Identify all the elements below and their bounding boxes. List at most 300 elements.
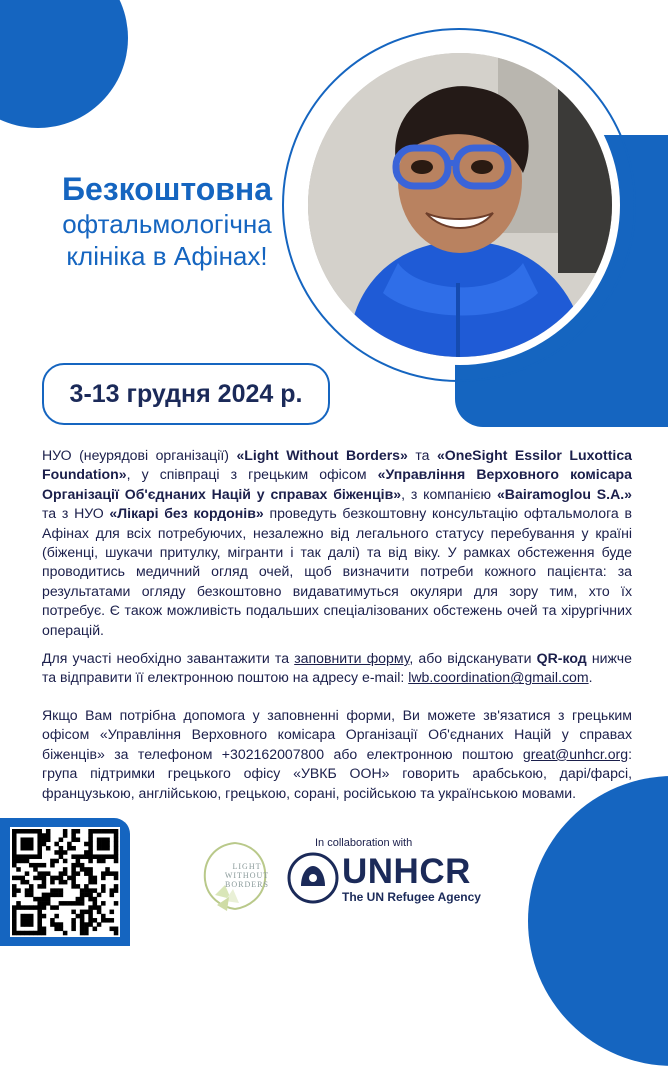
qr-module (88, 871, 93, 876)
qr-module (50, 876, 55, 881)
qr-module (29, 884, 34, 889)
qr-module (12, 888, 17, 893)
qr-module (12, 914, 17, 919)
qr-module (101, 837, 106, 842)
qr-module (54, 850, 59, 855)
qr-module (93, 829, 98, 834)
qr-module (54, 922, 59, 927)
qr-module (37, 901, 42, 906)
qr-module (84, 931, 89, 936)
qr-module (37, 837, 42, 842)
qr-module (25, 931, 30, 936)
qr-module (37, 833, 42, 838)
qr-module (46, 897, 51, 902)
fill-form-link[interactable]: заповнити форму (294, 650, 410, 666)
qr-module (63, 850, 68, 855)
qr-module (80, 888, 85, 893)
qr-module (110, 910, 115, 915)
qr-module (114, 837, 119, 842)
qr-module (88, 914, 93, 919)
qr-module (88, 859, 93, 864)
qr-module (76, 871, 81, 876)
qr-module (71, 871, 76, 876)
qr-code-label: QR-код (536, 650, 587, 666)
qr-module (101, 829, 106, 834)
qr-module (101, 871, 106, 876)
qr-module (84, 871, 89, 876)
qr-module (93, 880, 98, 885)
qr-module (105, 842, 110, 847)
qr-module (84, 910, 89, 915)
qr-module (50, 888, 55, 893)
qr-module (76, 897, 81, 902)
p1-text-3: , у співпраці з грецьким офісом (126, 466, 378, 483)
qr-module (84, 927, 89, 932)
qr-module (76, 829, 81, 834)
qr-module (80, 897, 85, 902)
p1-text-2: та (407, 447, 437, 463)
qr-module (37, 876, 42, 881)
qr-module (105, 871, 110, 876)
qr-module (63, 833, 68, 838)
qr-module (93, 854, 98, 859)
qr-module (16, 854, 21, 859)
qr-module (59, 846, 64, 851)
qr-module (101, 876, 106, 881)
qr-module (37, 910, 42, 915)
description-paragraph (42, 446, 632, 640)
qr-module (76, 837, 81, 842)
qr-module (33, 867, 38, 872)
qr-module (114, 901, 119, 906)
qr-module (88, 842, 93, 847)
qr-module (16, 867, 21, 872)
qr-module (42, 871, 47, 876)
title-line-2: офтальмологічна (62, 209, 272, 239)
qr-module (67, 876, 72, 881)
qr-module (54, 905, 59, 910)
qr-module (20, 854, 25, 859)
qr-module (42, 880, 47, 885)
qr-module (12, 842, 17, 847)
qr-module (93, 888, 98, 893)
qr-module (93, 918, 98, 923)
qr-module (59, 922, 64, 927)
p3-text-2: : група підтримки грецького офісу «УВКБ ООН» говорить арабською, дарі/фарсі, французькою, англійською, грецькою, сорані, російською та українською мовами. (42, 745, 632, 801)
qr-module (88, 893, 93, 898)
qr-module (50, 918, 55, 923)
qr-module (80, 927, 85, 932)
qr-module (37, 927, 42, 932)
qr-module (97, 922, 102, 927)
qr-module (80, 863, 85, 868)
qr-module (71, 854, 76, 859)
qr-module (59, 850, 64, 855)
qr-module (101, 846, 106, 851)
child-with-glasses-illustration (308, 53, 612, 357)
qr-module (37, 931, 42, 936)
qr-module (50, 859, 55, 864)
qr-module (110, 854, 115, 859)
qr-module (76, 914, 81, 919)
org-onesight: «OneSight Essilor Luxottica Foundation» (42, 447, 632, 483)
qr-module (105, 829, 110, 834)
qr-module (12, 918, 17, 923)
qr-module (37, 922, 42, 927)
qr-module (88, 897, 93, 902)
p1-text-6: проведуть безкоштовну консультацію офтальмолога в Афінах для всіх потребуючих, незалежно від легального статусу перебування у країні (біженці, шукачи притулку, мігранти і так далі) та від віку. У рамках обстеження буде проводитись медичний огляд очей, щоб визначити потреби кожного пацієнта: за результатами огляду безкоштовно видаватимуться окуляри для зору тим, хто їх потребує. Є також можливість подальших спеціалізованих обстежень очей та хірургічних операцій. (42, 505, 632, 638)
qr-module (80, 914, 85, 919)
qr-module (88, 837, 93, 842)
qr-module (12, 833, 17, 838)
qr-module (20, 880, 25, 885)
qr-module (20, 829, 25, 834)
qr-module (25, 837, 30, 842)
qr-module (25, 880, 30, 885)
qr-module (29, 837, 34, 842)
qr-module (88, 846, 93, 851)
qr-module (54, 876, 59, 881)
qr-module (29, 918, 34, 923)
qr-module (42, 927, 47, 932)
qr-module (101, 884, 106, 889)
qr-code-icon[interactable] (10, 827, 120, 937)
qr-module (37, 884, 42, 889)
qr-module (88, 876, 93, 881)
qr-module (12, 850, 17, 855)
qr-module (20, 876, 25, 881)
qr-module (37, 871, 42, 876)
qr-module (71, 901, 76, 906)
qr-module (12, 837, 17, 842)
qr-module (93, 897, 98, 902)
qr-module (114, 871, 119, 876)
qr-module (29, 863, 34, 868)
qr-module (59, 854, 64, 859)
date-badge (42, 363, 330, 425)
qr-module (37, 905, 42, 910)
qr-module (114, 927, 119, 932)
qr-module (110, 927, 115, 932)
qr-module (63, 867, 68, 872)
unhcr-name: UNHCR (342, 852, 471, 891)
qr-module (37, 846, 42, 851)
qr-module (114, 829, 119, 834)
qr-module (37, 914, 42, 919)
qr-module (29, 914, 34, 919)
qr-module (84, 850, 89, 855)
qr-module (33, 854, 38, 859)
qr-module (20, 914, 25, 919)
qr-module (114, 931, 119, 936)
p1-text-1: НУО (неурядові організації) (42, 447, 237, 463)
p2-text-1: Для участі необхідно завантажити та (42, 650, 295, 666)
qr-module (88, 905, 93, 910)
qr-module (37, 863, 42, 868)
qr-module (12, 829, 17, 834)
qr-module (46, 829, 51, 834)
qr-module (29, 905, 34, 910)
qr-module (42, 931, 47, 936)
qr-module (54, 859, 59, 864)
qr-module (42, 897, 47, 902)
qr-module (88, 888, 93, 893)
qr-module (20, 918, 25, 923)
qr-module (93, 905, 98, 910)
qr-module (80, 893, 85, 898)
qr-module (67, 901, 72, 906)
qr-module (63, 871, 68, 876)
p1-text-4: , з компанією (401, 485, 497, 502)
qr-module (54, 914, 59, 919)
qr-module (46, 871, 51, 876)
qr-module (25, 842, 30, 847)
qr-module (12, 905, 17, 910)
qr-module (67, 846, 72, 851)
qr-module (12, 884, 17, 889)
org-msf: «Лікарі без кордонів» (109, 505, 264, 522)
qr-module (71, 829, 76, 834)
qr-module (25, 893, 30, 898)
lwb-logo-text: LIGHT WITHOUT BORDERS (224, 862, 270, 889)
qr-module (50, 863, 55, 868)
event-dates: 3-13 грудня 2024 р. (69, 379, 303, 408)
qr-module (110, 829, 115, 834)
p1-text-5: та з НУО (42, 505, 110, 522)
qr-module (71, 880, 76, 885)
qr-module (114, 850, 119, 855)
qr-module (88, 880, 93, 885)
qr-module (71, 910, 76, 915)
qr-module (42, 837, 47, 842)
qr-module (25, 888, 30, 893)
qr-module (63, 829, 68, 834)
qr-module (42, 842, 47, 847)
qr-module (105, 846, 110, 851)
qr-module (20, 859, 25, 864)
qr-module (101, 914, 106, 919)
qr-module (93, 927, 98, 932)
qr-module (29, 893, 34, 898)
coordination-email-link[interactable]: lwb.coordination@gmail.com (408, 669, 589, 686)
qr-module (33, 863, 38, 868)
qr-module (101, 918, 106, 923)
qr-module (76, 884, 81, 889)
qr-module (46, 893, 51, 898)
qr-module (33, 897, 38, 902)
qr-module (33, 931, 38, 936)
qr-module (46, 846, 51, 851)
qr-module (84, 854, 89, 859)
qr-module (20, 846, 25, 851)
qr-module (37, 897, 42, 902)
qr-module (25, 922, 30, 927)
qr-module (25, 914, 30, 919)
qr-module (16, 876, 21, 881)
qr-module (71, 884, 76, 889)
qr-module (101, 901, 106, 906)
qr-module (97, 854, 102, 859)
qr-module (25, 846, 30, 851)
qr-module (29, 829, 34, 834)
qr-module (12, 846, 17, 851)
qr-module (80, 854, 85, 859)
org-unhcr: «Управління Верховного комісара Організації Об'єднаних Націй у справах біженців» (42, 466, 632, 502)
title-line-1: Безкоштовна (61, 171, 273, 207)
qr-module (16, 859, 21, 864)
qr-module (12, 859, 17, 864)
qr-module (29, 922, 34, 927)
qr-module (42, 876, 47, 881)
qr-module (42, 901, 47, 906)
qr-module (84, 884, 89, 889)
qr-module (71, 922, 76, 927)
qr-module (101, 842, 106, 847)
qr-module (33, 876, 38, 881)
qr-module (59, 876, 64, 881)
qr-module (71, 876, 76, 881)
qr-module (93, 876, 98, 881)
qr-module (63, 859, 68, 864)
qr-module (16, 901, 21, 906)
qr-module (63, 931, 68, 936)
qr-module (71, 918, 76, 923)
qr-module (50, 893, 55, 898)
qr-module (114, 854, 119, 859)
unhcr-subtitle: The UN Refugee Agency (342, 890, 481, 904)
decor-circle-top-left (0, 0, 128, 128)
qr-module (12, 931, 17, 936)
qr-module (84, 893, 89, 898)
qr-module (46, 837, 51, 842)
qr-module (42, 863, 47, 868)
qr-module (29, 888, 34, 893)
qr-module (97, 837, 102, 842)
qr-module (93, 901, 98, 906)
qr-module (84, 842, 89, 847)
qr-module (88, 850, 93, 855)
qr-module (42, 905, 47, 910)
qr-module (101, 888, 106, 893)
qr-module (42, 833, 47, 838)
qr-module (88, 829, 93, 834)
qr-module (12, 922, 17, 927)
qr-module (84, 867, 89, 872)
qr-module (110, 918, 115, 923)
qr-module (80, 931, 85, 936)
qr-module (71, 927, 76, 932)
qr-module (42, 914, 47, 919)
qr-module (25, 918, 30, 923)
qr-module (42, 884, 47, 889)
qr-module (80, 918, 85, 923)
qr-module (88, 910, 93, 915)
qr-module (71, 846, 76, 851)
qr-module (29, 842, 34, 847)
qr-module (37, 854, 42, 859)
qr-module (50, 922, 55, 927)
qr-module (37, 842, 42, 847)
qr-module (59, 888, 64, 893)
qr-module (16, 931, 21, 936)
qr-module (97, 846, 102, 851)
qr-module (114, 884, 119, 889)
qr-module (80, 922, 85, 927)
qr-module (63, 880, 68, 885)
qr-module (110, 871, 115, 876)
qr-module (54, 927, 59, 932)
qr-module (105, 867, 110, 872)
qr-module (12, 893, 17, 898)
qr-module (71, 863, 76, 868)
qr-module (114, 842, 119, 847)
qr-module (63, 901, 68, 906)
unhcr-email-link[interactable]: great@unhcr.org (522, 745, 629, 762)
org-bairamoglou: «Bairamoglou S.A.» (496, 485, 633, 502)
qr-module (12, 854, 17, 859)
qr-module (71, 837, 76, 842)
qr-module (59, 837, 64, 842)
qr-module (12, 876, 17, 881)
qr-module (25, 905, 30, 910)
qr-module (71, 833, 76, 838)
qr-module (114, 876, 119, 881)
title-line-3: клініка в Афінах! (66, 241, 268, 271)
qr-module (101, 854, 106, 859)
qr-module (16, 829, 21, 834)
qr-module (84, 888, 89, 893)
qr-module (88, 922, 93, 927)
qr-module (101, 859, 106, 864)
qr-module (97, 859, 102, 864)
qr-module (105, 854, 110, 859)
qr-module (88, 854, 93, 859)
qr-module (80, 867, 85, 872)
help-paragraph (42, 706, 632, 803)
qr-module (88, 867, 93, 872)
qr-module (54, 842, 59, 847)
qr-module (12, 927, 17, 932)
qr-module (29, 846, 34, 851)
qr-module (20, 905, 25, 910)
qr-module (25, 859, 30, 864)
qr-module (20, 931, 25, 936)
qr-module (54, 893, 59, 898)
qr-module (84, 922, 89, 927)
qr-module (25, 829, 30, 834)
qr-module (59, 927, 64, 932)
qr-module (12, 910, 17, 915)
p2-text-4: . (588, 669, 593, 686)
qr-module (76, 863, 81, 868)
qr-module (46, 901, 51, 906)
qr-module (97, 910, 102, 915)
qr-module (114, 859, 119, 864)
qr-module (80, 901, 85, 906)
qr-module (114, 888, 119, 893)
qr-module (59, 901, 64, 906)
qr-module (97, 893, 102, 898)
qr-module (80, 910, 85, 915)
qr-module (33, 829, 38, 834)
qr-module (37, 918, 42, 923)
qr-module (16, 905, 21, 910)
qr-module (88, 918, 93, 923)
qr-module (12, 863, 17, 868)
child-photo (308, 53, 612, 357)
qr-module (71, 867, 76, 872)
qr-module (16, 888, 21, 893)
